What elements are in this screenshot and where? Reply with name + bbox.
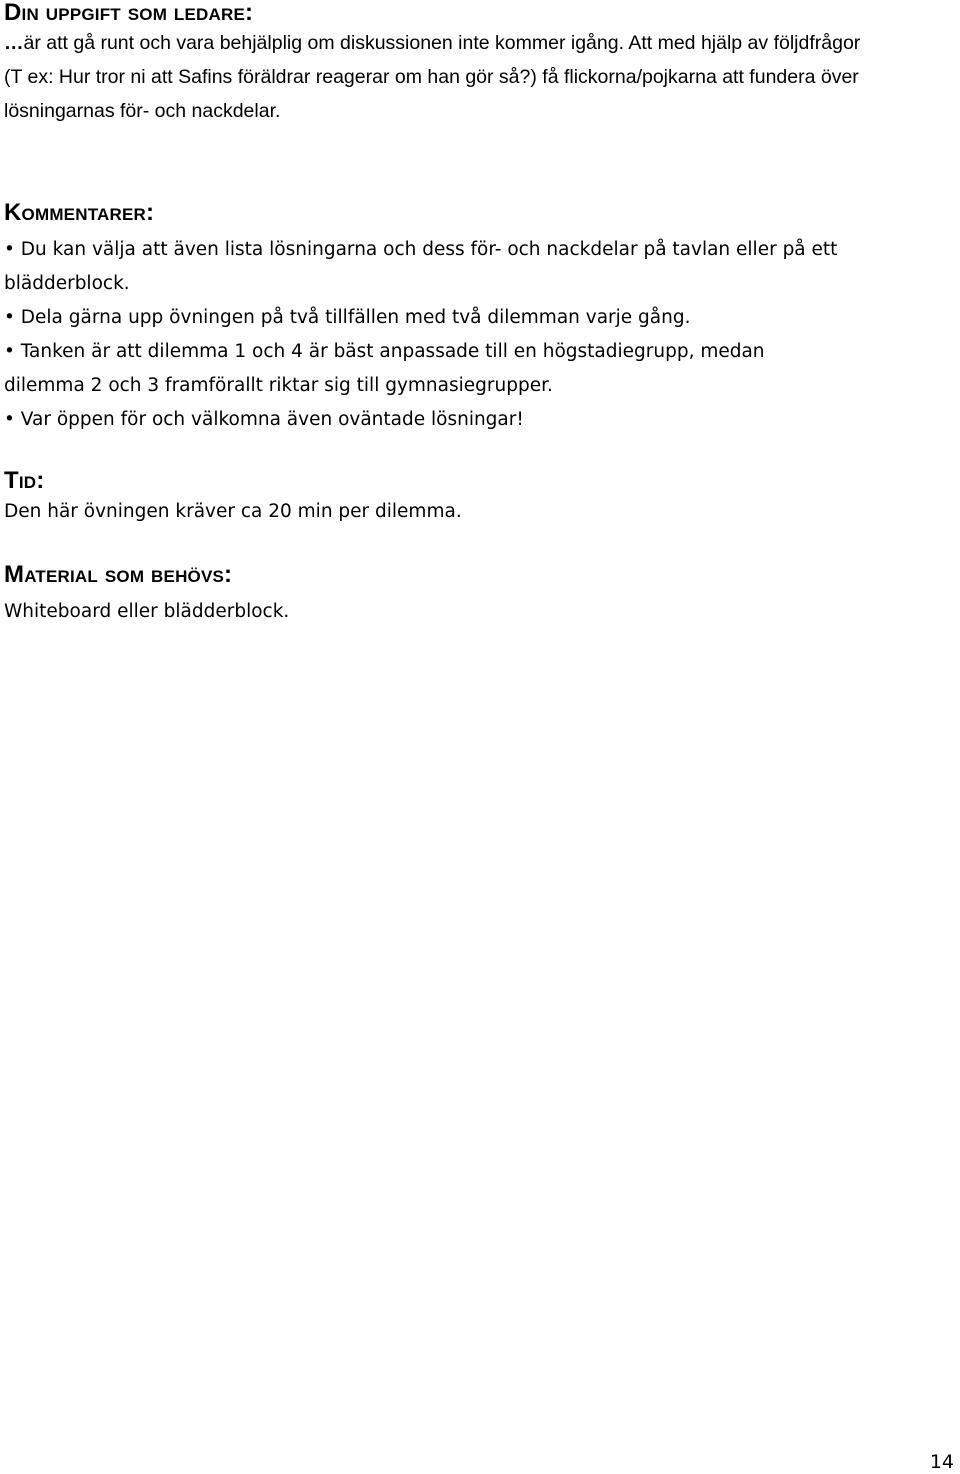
comments-list bbox=[4, 233, 837, 437]
material-line-1: Whiteboard eller blädderblock. bbox=[4, 601, 290, 622]
time-line-1: Den här övningen kräver ca 20 min per dilemma. bbox=[4, 501, 462, 522]
page-number: 14 bbox=[929, 1451, 954, 1473]
leader-text bbox=[4, 26, 860, 128]
comments-line-4: • Tanken är att dilemma 1 och 4 är bäst anpassade till en högstadiegrupp, medan bbox=[4, 341, 765, 362]
leader-line-2: (T ex: Hur tror ni att Safins föräldrar reagerar om han gör så?) få flickorna/pojkarna att fundera över bbox=[4, 66, 859, 88]
comments-line-2: blädderblock. bbox=[4, 273, 130, 294]
leader-heading: Din uppgift som ledare: bbox=[4, 0, 254, 26]
comments-line-5: dilemma 2 och 3 framförallt riktar sig till gymnasiegrupper. bbox=[4, 375, 553, 396]
comments-line-1: • Du kan välja att även lista lösningarna och dess för- och nackdelar på tavlan eller på ett bbox=[4, 239, 838, 260]
comments-heading: Kommentarer: bbox=[4, 199, 155, 226]
time-text bbox=[4, 495, 462, 529]
leader-ellipsis: … bbox=[4, 32, 24, 54]
comments-line-6: • Var öppen för och välkomna även oväntade lösningar! bbox=[4, 409, 524, 430]
time-heading: Tid: bbox=[4, 467, 45, 494]
leader-line-1 bbox=[4, 26, 860, 60]
material-text bbox=[4, 595, 289, 629]
leader-line-3: lösningarnas för- och nackdelar. bbox=[4, 100, 281, 122]
material-heading: Material som behövs: bbox=[4, 561, 233, 588]
leader-line-1-text: är att gå runt och vara behjälplig om diskussionen inte kommer igång. Att med hjälp av följdfrågor bbox=[23, 32, 861, 54]
comments-line-3: • Dela gärna upp övningen på två tillfällen med två dilemman varje gång. bbox=[4, 307, 691, 328]
